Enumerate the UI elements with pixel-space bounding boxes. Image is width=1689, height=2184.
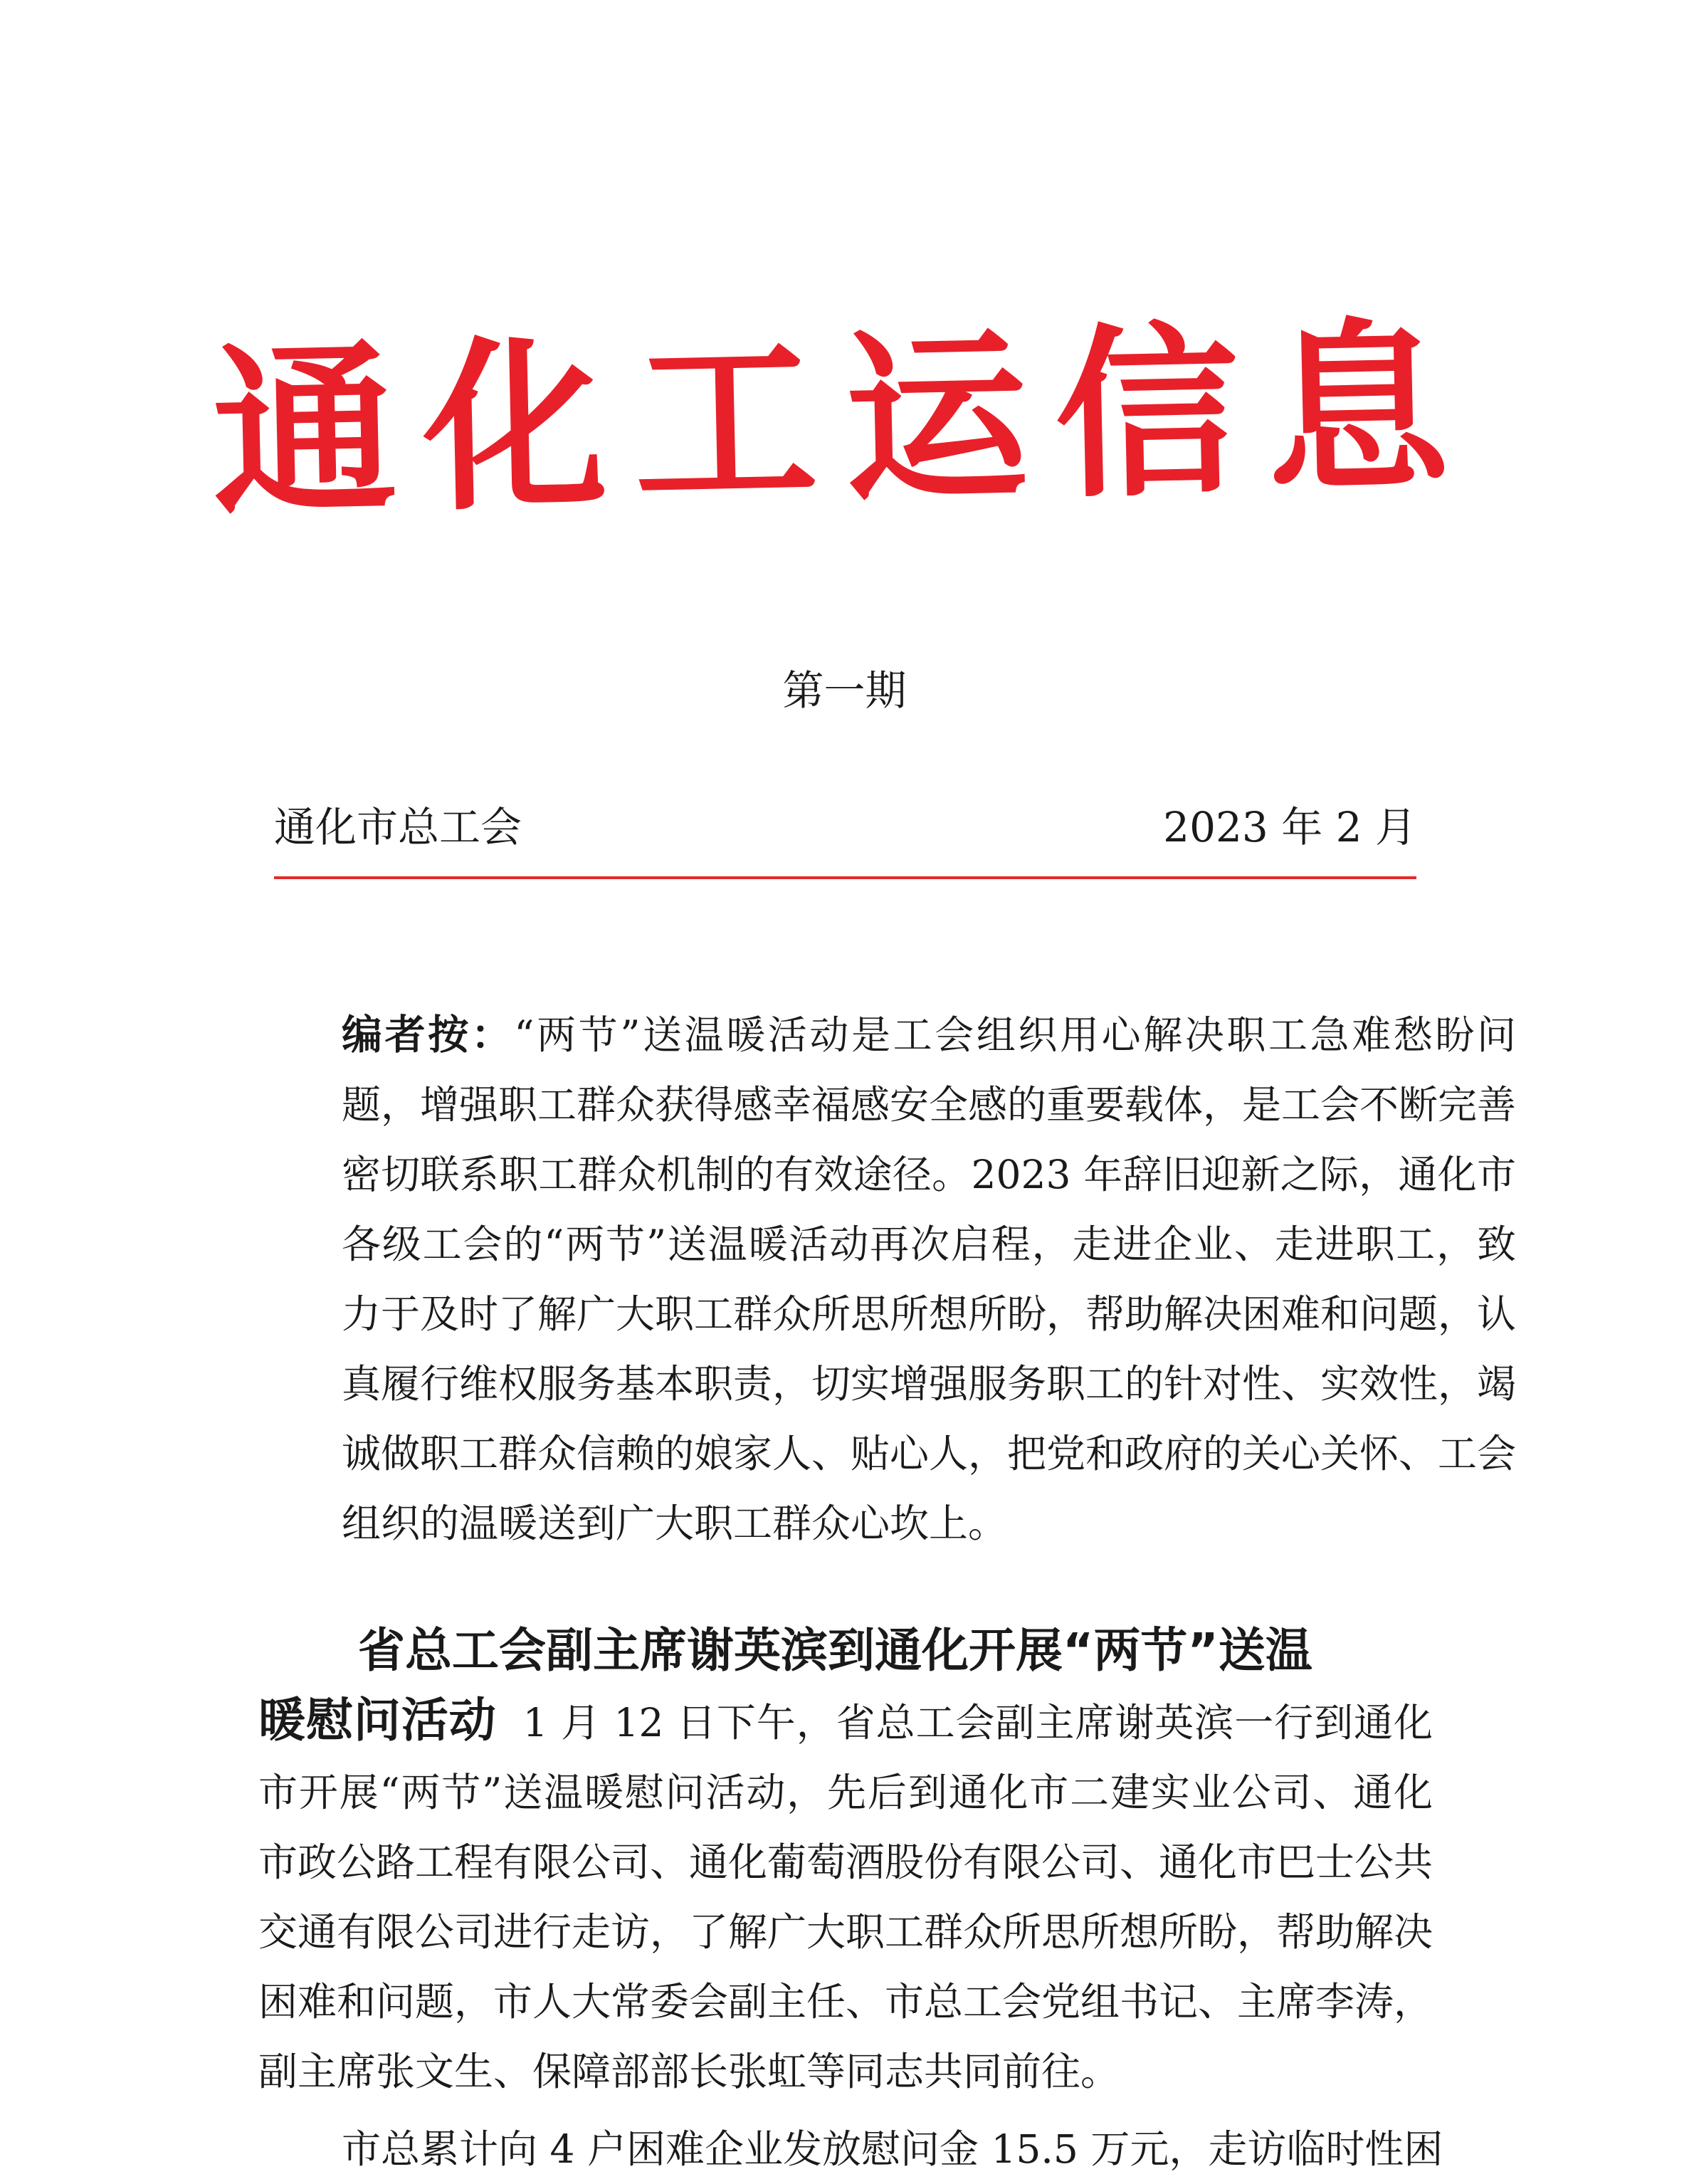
publisher-organization: 通化市总工会 xyxy=(274,803,522,851)
publication-date: 2023 年 2 月 xyxy=(1163,803,1416,851)
masthead-title: 通化工运信息 xyxy=(210,298,1479,541)
article-headline-line1: 省总工会副主席谢英滨到通化开展“两节”送温 xyxy=(358,1623,1312,1678)
issue-number: 第一期 xyxy=(782,666,907,715)
article-paragraph-2: 市总累计向 4 户困难企业发放慰问金 15.5 万元，走访临时性困 xyxy=(342,2126,1443,2172)
news-article xyxy=(258,1616,1433,2106)
editor-note-label: 编者按： xyxy=(342,1012,515,1059)
editor-note xyxy=(258,1000,1516,1558)
header-divider xyxy=(274,876,1416,879)
article-body: 1 月 12 日下午，省总工会副主席谢英滨一行到通化市开展“两节”送温暖慰问活动，先后到通化市二建实业公司、通化市政公路工程有限公司、通化葡萄酒股份有限公司、通化市巴士公共交通有限公司进行走访，了解广大职工群众所思所想所盼，帮助解决困难和问题，市人大常委会副主任、市总工会党组书记、主席李涛，副主席张文生、保障部部长张虹等同志共同前往。 xyxy=(258,1700,1433,2094)
editor-note-text: “两节”送温暖活动是工会组织用心解决职工急难愁盼问题，增强职工群众获得感幸福感安全感的重要载体，是工会不断完善密切联系职工群众机制的有效途径。2023 年辞旧迎新之际，通化市各级工会的“两节”送温暖活动再次启程，走进企业、走进职工，致力于及时了解广大职工群众所思所想所盼，帮助解决困难和问题，认真履行维权服务基本职责，切实增强服务职工的针对性、实效性，竭诚做职工群众信赖的娘家人、贴心人，把党和政府的关心关怀、工会组织的温暖送到广大职工群众心坎上。 xyxy=(342,1012,1517,1546)
article-headline-line2: 暖慰问活动 xyxy=(258,1693,497,1748)
